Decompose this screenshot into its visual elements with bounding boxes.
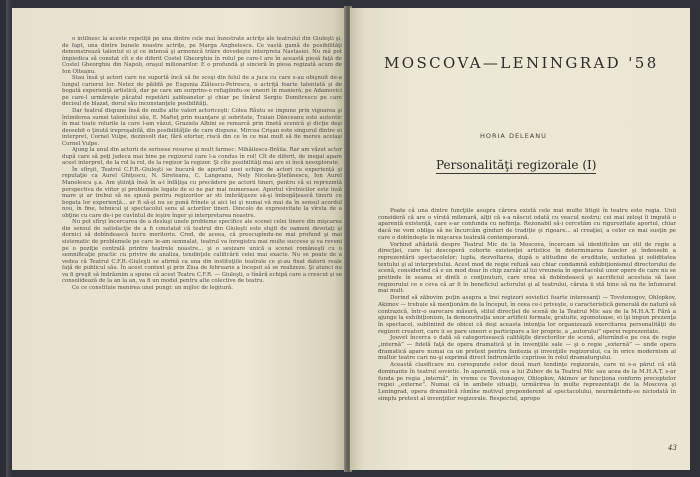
book-cover-edge (0, 0, 6, 477)
paragraph: Poate că una dintre funcţiile asupra cărora există cele mai multe litigii în teatru este regia. Unii consideră că are o vîrstă milenară, alţii că s-a născut odată cu veacul nostru; cei mai zeloşi îi impută o aparentă existenţă, care s-ar confunda cu nefiinţa. Rezonabil să-i cercetăm cu rigurozitate aportul, chiar dacă ne vom obliga să ne încurcăm gînduri de tradiţie şi rigoare... al creaţiei, a celor ce mai susţin pe care o dobîndeşte în mişcarea teatrală contemporană. (378, 208, 676, 241)
paragraph: Vorbind altădată despre Teatrul Mic de la Moscova, încercam să identificăm un stil de regie a direcţiei, care îşi descoperă cohorte existenţei artistice în determinarea fazelor şi îndeosebi a reprezentării spectacolelor; lupta, dezvoltarea, după o atitudine de eruditate, unitatea şi soliditatea textului şi al interpretului. Acest mod de regie refuză sau chiar condamnă exhibiţionismul directorului de scenă, considerînd că e un mod doar în chip zarzăr al lui vreuneia în spectacolul unor opere de care nu se pretinde în seama ei dintîi o conţinuturi, care vrea să dobîndească şi sacrificiul acestuia să lase regizorului ce e ceva că ar fi în beneficiul actorului şi al teatrului, căruia ii stă bine să nu fie înfumurat mai mult. (378, 241, 676, 295)
paragraph: Ajung la unul din actorii de seriosse resurse şi mult farmec: Mihăilescu-Brăila. Rar am văzut actor după care să poţi judeca mai bine pe regizorul care l-a condus în rol! Cît de diferit, de inegal apare acest interpret, de la rol la rol, de la regizor la regizor. Şi cîte posibilităţi mai are ei încă neexplorate. (62, 147, 342, 167)
page-number: 43 (668, 444, 677, 452)
left-page (12, 8, 346, 470)
article-author: HORIA DELEANU (480, 132, 547, 140)
right-page (350, 8, 690, 470)
paragraph: Jouvet încerca o dată să categorisească calităţile directorilor de scenă, alternînd-o pe cea de regie „internă” — fidelă faţă de opera dramatică şi în invenţiile sale — şi o regie „externă” — unde opera dramatică apare numai ca un pretext pentru fantezia şi invenţiile regizorului, ca în orice modernism al multor teatre cari nu-şi exprimă direct îndrumările cuprinse în rolul dramaturgului. (378, 335, 676, 362)
paragraph: Această clasificare nu corespunde celor două mari tendinţe regizorale, care ni s-a părut că stă dominante în teatrul sovietic. În aparenţă, cea a lui Zubov de la Teatrul Mic sau acea de la M.H.A.T. s-ar funda pe regia „internă”, în vreme ce Tovstonogov, Ohlopkov, Akimov ar funcţiona conform preceptelor regiei „externe”. Numai că în ambele situaţii, urmărirea în multe reprezentaţii de la Moscova şi Leningrad, opera dramatică rămîne motivul preponderent al spectacolului, neurmărindu-se niciodată în simplu pretext al invenţiilor regizorale. Respectul, apropo (378, 362, 676, 402)
right-page-text-column (378, 208, 676, 402)
paragraph: o intilnesc la aceste repetiţii pe una dintre cele mai înzestrate actriţe ale teatrului din Giuleşti şi, de fapt, una dintre bunele noastre actriţe, pe Marga Anghelescu. Ce vastă gamă de posibilităţi demonstrează talentul ei şi ce intensă şi armonică trăire dovedeşte interpreta Nastasiei. Nu mă pot împiedica să constat cît e de diferit Costel Gheorghiu în rolul pe care-l are în această piesă faţă de Costel Gheorghiu din Napoli, oraşul milionarilor. E o profundă şi sinceră în piesa regizată acum de Ion Olteanu. (62, 36, 342, 75)
paragraph: Nu pot sfîrşi încercarea de a desluşi unele probleme specifice ale scenei celei tinere din mişcarea din sensul de satisfacţie de a fi constatat că teatrul din Giuleşti este slujit de oameni devotaţi şi dornici să dobîndească lucru meritoriu. Cred, de aceea, că preocupîndu-ne mai profund şi mai sistematic de problemele pe care le-am semnalat, teatrul va înregistra mai multe succese şi va reveni pe o poziţie centrală printre teatrele noastre... şi o sesizare unică a scenei româneşti cu o semnificaţie practic cu privire de analiza, tendinţele calificării celei mai exacte. Nu se poate de a vedea că Teatrul C.F.R.-Giuleşti se afirmă ca una din instituţiile teatrale ce şi-au fixat datorii reale faţă de publicul său. În acest context şi prin Ziua de februarie a început să se realizeze. Şi atunci nu va fi greşit să îndrăznim a spune că acest Teatru C.F.R. — Giuleşti, o tînără echipă care a crescut şi se consolidează de la an la an, va fi un model pentru alte colective de teatru. (62, 219, 342, 285)
left-page-text-column (62, 36, 342, 291)
paragraph: În sfîrşit, Teatrul C.F.R.-Giuleşti se bucură de aportul unei echipe de actori cu experienţă şi reputaţie ca Aurel Ghiţescu, N. Sireteanu, C. Langeanu, Nely Nicolau-Ştefănescu, Ion Aurel Manolescu ş.a. Am ştiinţă însă în a-l înfăţişa cu precădere pe actorii tineri, pentru că ei reprezintă perspectiva de viitor şi problemele legate de ei ne par mai numeroase. Aportul vîrstnicilor este însă mare şi ar trebui să ne spună pentru regizorilor ar sti îmbrăţişeze să-şi îmbogăţească tinerii cu bogata lor experienţă... ar fi să-şi nu se pună frînele şi aici lei şi numai vă mai da în sensul acordul nou, în fine, tehnicul şi spectacolul sens al actorilor tineri. Dincolo de expresivitate la vîrsta de a obţine cu care de-i pe cuvîntul de ieşire înger şi interpretarea noastre. (62, 166, 342, 219)
section-banner: MOSCOVA—LENINGRAD '58 (384, 54, 659, 72)
paragraph: Stau însă şi actori care nu suportă încă să fie scoşi din felul de a juca cu care s-au obişnuit de-a lungul carierei lor. Netez de păildă pe Eugenia Zlătescu-Petrescu, o actriţă foarte talentată şi de bogată experienţă artistică, dar pe care am surprins-o refugiindu-se uneori în manieră; pe Adamovici pe care-l urmăreşte păcatul repetării şabloanelor şi chiar pe tînărul Sergiu Dumitrescu pe care decisul de blazat, dorul său inconstanţele posibilităţi. (62, 75, 342, 108)
article-title: Personalităţi regizorale (I) (436, 158, 597, 172)
paragraph: Dorind să zăbovim puţin asupra a trei regizori sovietici foarte interesanţi — Tovstonogov, Ohlopkov, Akimov — trebuie să menţionăm de la început, în ceea ce-i priveşte, o caracteristică generală de natură să contrazică, într-o oarecare măsură, stilul direcţiei de scenă de la Teatrul Mic sau de la M.H.A.T. Fără a ajunge la exhibiţionism, la demonstraţia unor artificii formale, gratuite, zgomotoase, ei îşi impun prezenţa în spectacol, subliniind de obicei că deşi aceasta intenţia lor organizează exercitarea personalităţii de regizori creatori, care ii se pare uneori o participare a lor proprie, a „autorului” operei reprezentate. (378, 295, 676, 335)
paragraph: Ce ce constituie menirea unei pungi: un mijloc de legitură. (72, 284, 233, 291)
paragraph: Dar teatrul dispune însă de multe alte valori actoriceşti: Colea Răutu se impune prin vigoarea şi întinderea sumei talentului său, E. Mafteţ prin nuanţare şi sobritate, Traian Dănceanu este autentic în mai toate rolurile la care l-am văzut, Graziela Albini se remarcă prin finetă scenică şi dicţie deşi deosebit o ţinută ireproşabilă, din posibilităţile de care dispune. Mircea Crişan este singurul dintre ei interpret, Cornel Vulpe, dezinvolt dar, fără efortur, riscă din ce în ce mai mult să fie mereu acelaşi Cornel Vulpe. (62, 108, 342, 147)
